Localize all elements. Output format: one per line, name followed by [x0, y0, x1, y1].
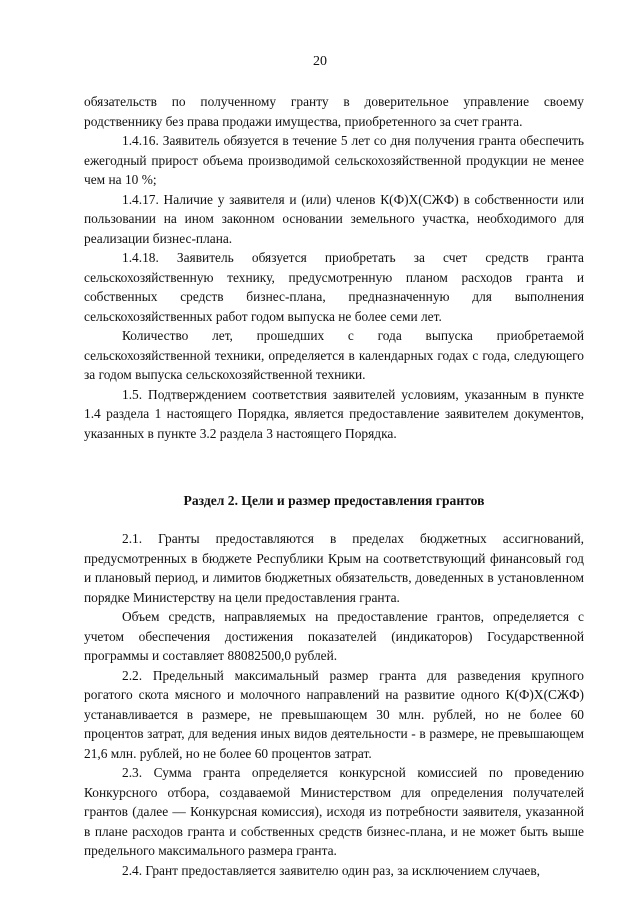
spacer — [84, 510, 584, 529]
paragraph-years-count: Количество лет, прошедших с года выпуска приобретаемой сельскохозяйственной техники, определяется в календарных годах с года, следующего за годом выпуска сельскохозяйственной техники. — [84, 328, 584, 382]
paragraph-1-4-17: 1.4.17. Наличие у заявителя и (или) членов К(Ф)Х(СЖФ) в собственности или пользовании на ином законном основании земельного участка, необходимого для реализации бизнес-плана. — [84, 191, 584, 246]
paragraph-2-2: 2.2. Предельный максимальный размер гранта для разведения крупного рогатого скота мясного и молочного направлений на развитие одного К(Ф)Х(СЖФ) устанавливается в размере, не превышающем 30 млн. рублей, но не более 60 процентов затрат, для ведения иных видов деятельности - в размере, не превышающем 21,6 млн. рублей, но не более 60 процентов затрат. — [84, 667, 584, 761]
spacer — [84, 443, 584, 491]
paragraph-funds-volume: Объем средств, направляемых на предоставление грантов, определяется с учетом обеспечения достижения показателей (индикаторов) Государственной программы и составляет 88082500,0 рублей. — [84, 609, 584, 663]
paragraph-1-5: 1.5. Подтверждением соответствия заявителей условиям, указанным в пункте 1.4 раздела 1 настоящего Порядка, является предоставление заявителем документов, указанных в пункте 3.2 раздела 3 настоящего Порядка. — [84, 386, 584, 441]
page-number: 20 — [313, 54, 327, 69]
paragraph-continuation: обязательств по полученному гранту в доверительное управление своему родственнику без права продажи имущества, приобретенного за счет гранта. — [84, 94, 584, 129]
paragraph-1-4-16: 1.4.16. Заявитель обязуется в течение 5 лет со дня получения гранта обеспечить ежегодный прирост объема производимой сельскохозяйственной продукции не менее чем на 10 %; — [84, 133, 584, 187]
document-body — [84, 92, 584, 880]
section-title: Раздел 2. Цели и размер предоставления грантов — [183, 493, 485, 508]
paragraph-2-3: 2.3. Сумма гранта определяется конкурсной комиссией по проведению Конкурсного отбора, создаваемой Министерством для определения получателей грантов (далее — Конкурсная комиссия), исходя из потребности заявителя, указанной в плане расходов гранта и собственных средств бизнес-плана, и не может быть выше предельного максимального размера гранта. — [84, 765, 584, 858]
paragraph-1-4-18: 1.4.18. Заявитель обязуется приобретать за счет средств гранта сельскохозяйственную технику, предусмотренную планом расходов гранта и собственных средств бизнес-плана, предназначенную для выполнения сельскохозяйственных работ годом выпуска не более семи лет. — [84, 250, 584, 324]
paragraph-2-4: 2.4. Грант предоставляется заявителю один раз, за исключением случаев, — [122, 862, 540, 878]
paragraph-2-1: 2.1. Гранты предоставляются в пределах бюджетных ассигнований, предусмотренных в бюджете Республики Крым на соответствующий финансовый год и плановый период, и лимитов бюджетных обязательств, доведенных в установленном порядке Министерству на цели предоставления гранта. — [84, 531, 584, 605]
